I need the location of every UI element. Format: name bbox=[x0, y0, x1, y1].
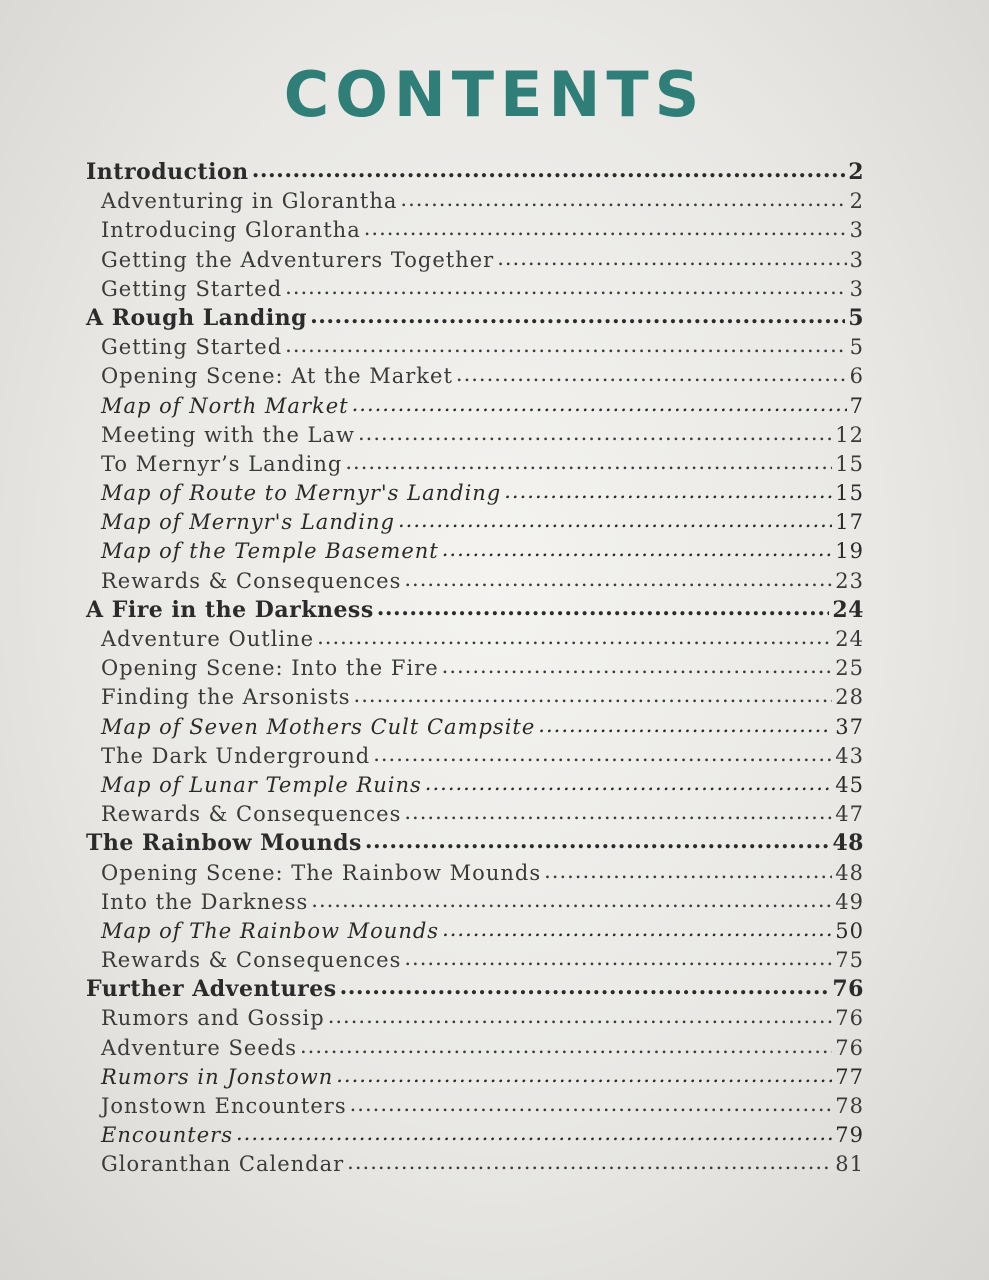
toc-entry-label: Map of North Market bbox=[101, 393, 349, 418]
toc-entry-page: 12 bbox=[835, 422, 864, 447]
toc-entry-section[interactable] bbox=[86, 1150, 864, 1179]
dot-leader bbox=[425, 769, 832, 798]
dot-leader bbox=[340, 973, 830, 1002]
toc-entry-label: Rewards & Consequences bbox=[101, 802, 402, 827]
page-title: CONTENTS bbox=[283, 58, 706, 131]
toc-entry-chapter[interactable] bbox=[86, 158, 864, 187]
dot-leader bbox=[404, 944, 832, 973]
toc-entry-chapter[interactable] bbox=[86, 596, 864, 625]
toc-entry-section[interactable] bbox=[86, 216, 864, 245]
toc-entry-section[interactable] bbox=[86, 1004, 864, 1033]
toc-entry-section[interactable] bbox=[86, 800, 864, 829]
toc-entry-label: Map of Route to Mernyr's Landing bbox=[101, 481, 502, 506]
toc-entry-page: 25 bbox=[835, 656, 864, 681]
dot-leader bbox=[311, 886, 832, 915]
toc-entry-page: 17 bbox=[835, 510, 864, 535]
toc-entry-section[interactable] bbox=[86, 654, 864, 683]
toc-entry-page: 7 bbox=[849, 393, 864, 418]
dot-leader bbox=[345, 448, 832, 477]
toc-entry-page: 48 bbox=[835, 860, 864, 885]
toc-entry-chapter[interactable] bbox=[86, 304, 864, 333]
toc-entry-page: 3 bbox=[849, 247, 864, 272]
toc-entry-label: Into the Darkness bbox=[101, 889, 309, 914]
toc-entry-section[interactable] bbox=[86, 946, 864, 975]
toc-entry-map[interactable] bbox=[86, 713, 864, 742]
dot-leader bbox=[400, 185, 846, 214]
toc-entry-label: Adventure Outline bbox=[101, 627, 315, 651]
toc-entry-label: The Rainbow Mounds bbox=[86, 830, 362, 857]
toc-entry-label: Opening Scene: Into the Fire bbox=[101, 656, 439, 681]
toc-entry-label: Rumors in Jonstown bbox=[101, 1064, 334, 1089]
toc-entry-page: 77 bbox=[835, 1064, 864, 1089]
dot-leader bbox=[352, 390, 847, 419]
toc-entry-chapter[interactable] bbox=[86, 829, 864, 858]
toc-entry-map[interactable] bbox=[86, 917, 864, 946]
toc-entry-page: 75 bbox=[835, 948, 864, 973]
dot-leader bbox=[358, 419, 832, 448]
toc-entry-map[interactable] bbox=[86, 771, 864, 800]
toc-entry-page: 47 bbox=[835, 802, 864, 827]
toc-entry-label: Rewards & Consequences bbox=[101, 568, 402, 593]
dot-leader bbox=[350, 1090, 833, 1119]
toc-entry-page: 28 bbox=[835, 685, 864, 710]
dot-leader bbox=[404, 565, 832, 594]
toc-entry-page: 15 bbox=[835, 451, 864, 476]
toc-entry-label: Meeting with the Law bbox=[101, 422, 355, 447]
toc-entry-page: 76 bbox=[832, 976, 864, 1003]
toc-entry-page: 49 bbox=[835, 889, 864, 914]
toc-entry-page: 2 bbox=[848, 159, 864, 185]
toc-entry-label: Further Adventures bbox=[86, 976, 337, 1003]
dot-leader bbox=[442, 652, 833, 681]
dot-leader bbox=[347, 1148, 832, 1177]
toc-entry-page: 24 bbox=[832, 596, 864, 623]
toc-entry-section[interactable] bbox=[86, 275, 864, 304]
dot-leader bbox=[377, 594, 830, 623]
toc-entry-page: 76 bbox=[835, 1035, 864, 1060]
toc-entry-page: 37 bbox=[835, 714, 864, 739]
toc-entry-map[interactable] bbox=[86, 392, 864, 421]
toc-entry-page: 6 bbox=[849, 364, 864, 389]
toc-entry-label: Gloranthan Calendar bbox=[101, 1152, 345, 1177]
dot-leader bbox=[442, 535, 833, 564]
toc-entry-label: Rumors and Gossip bbox=[101, 1006, 325, 1031]
toc-entry-label: Map of Seven Mothers Cult Campsite bbox=[101, 714, 536, 739]
toc-entry-page: 2 bbox=[849, 189, 864, 214]
toc-entry-page: 50 bbox=[835, 918, 864, 943]
toc-entry-page: 15 bbox=[835, 481, 864, 506]
toc-entry-section[interactable] bbox=[86, 888, 864, 917]
toc-entry-section[interactable] bbox=[86, 1034, 864, 1063]
toc-entry-label: Encounters bbox=[101, 1123, 233, 1148]
toc-entry-section[interactable] bbox=[86, 246, 864, 275]
toc-entry-page: 76 bbox=[835, 1006, 864, 1031]
toc-entry-label: To Mernyr’s Landing bbox=[101, 451, 343, 476]
toc-entry-map[interactable] bbox=[86, 1063, 864, 1092]
toc-entry-label: Opening Scene: At the Market bbox=[101, 364, 453, 389]
dot-leader bbox=[365, 827, 830, 856]
toc-entry-chapter[interactable] bbox=[86, 975, 864, 1004]
toc-entry-map[interactable] bbox=[86, 1121, 864, 1150]
toc-entry-page: 24 bbox=[835, 627, 864, 651]
toc-entry-label: Map of The Rainbow Mounds bbox=[101, 918, 440, 943]
toc-entry-label: Getting Started bbox=[101, 335, 283, 360]
toc-entry-section[interactable] bbox=[86, 683, 864, 712]
toc-entry-label: Jonstown Encounters bbox=[101, 1094, 347, 1118]
dot-leader bbox=[236, 1119, 832, 1148]
dot-leader bbox=[364, 214, 847, 243]
toc-entry-map[interactable] bbox=[86, 479, 864, 508]
toc-entry-section[interactable] bbox=[86, 625, 864, 654]
dot-leader bbox=[252, 156, 846, 185]
dot-leader bbox=[310, 302, 845, 331]
dot-leader bbox=[300, 1032, 832, 1061]
toc-entry-section[interactable] bbox=[86, 567, 864, 596]
toc-entry-label: A Rough Landing bbox=[86, 304, 308, 331]
toc-entry-label: Getting Started bbox=[101, 276, 283, 301]
toc-entry-label: Introducing Glorantha bbox=[101, 218, 361, 243]
toc-entry-page: 3 bbox=[849, 218, 864, 243]
toc-entry-page: 48 bbox=[832, 830, 864, 857]
toc-entry-label: Map of Lunar Temple Ruins bbox=[101, 772, 422, 797]
toc-entry-page: 43 bbox=[835, 743, 864, 768]
dot-leader bbox=[285, 273, 846, 302]
toc-entry-label: Getting the Adventurers Together bbox=[101, 247, 495, 272]
toc-entry-page: 79 bbox=[835, 1123, 864, 1148]
toc-entry-label: Adventuring in Glorantha bbox=[101, 189, 398, 214]
dot-leader bbox=[404, 798, 832, 827]
toc-entry-page: 19 bbox=[835, 539, 864, 564]
toc-entry-page: 3 bbox=[849, 276, 864, 301]
dot-leader bbox=[328, 1002, 833, 1031]
toc-entry-label: Opening Scene: The Rainbow Mounds bbox=[101, 860, 542, 885]
toc-entry-page: 81 bbox=[835, 1152, 864, 1177]
toc-entry-section[interactable] bbox=[86, 859, 864, 888]
toc-entry-label: The Dark Underground bbox=[101, 743, 371, 768]
dot-leader bbox=[285, 331, 846, 360]
toc-entry-label: Map of Mernyr's Landing bbox=[101, 510, 395, 535]
dot-leader bbox=[373, 740, 832, 769]
dot-leader bbox=[317, 623, 832, 652]
toc-entry-section[interactable] bbox=[86, 742, 864, 771]
dot-leader bbox=[398, 506, 832, 535]
toc-entry-page: 5 bbox=[848, 304, 864, 331]
toc-entry-page: 5 bbox=[849, 335, 864, 360]
toc-entry-label: Finding the Arsonists bbox=[101, 685, 351, 710]
dot-leader bbox=[456, 360, 847, 389]
toc-entry-section[interactable] bbox=[86, 333, 864, 362]
dot-leader bbox=[442, 915, 832, 944]
toc-entry-page: 78 bbox=[835, 1094, 864, 1118]
dot-leader bbox=[544, 857, 832, 886]
toc-entry-label: A Fire in the Darkness bbox=[86, 596, 374, 623]
toc-entry-section[interactable] bbox=[86, 1092, 864, 1121]
toc-entry-label: Rewards & Consequences bbox=[101, 948, 402, 973]
toc-entry-section[interactable] bbox=[86, 450, 864, 479]
toc-entry-label: Adventure Seeds bbox=[101, 1035, 297, 1060]
toc-entry-section[interactable] bbox=[86, 187, 864, 216]
dot-leader bbox=[336, 1061, 832, 1090]
dot-leader bbox=[354, 681, 833, 710]
dot-leader bbox=[538, 711, 832, 740]
toc-entry-map[interactable] bbox=[86, 537, 864, 566]
dot-leader bbox=[497, 244, 846, 273]
toc-entry-map[interactable] bbox=[86, 508, 864, 537]
toc-entry-page: 45 bbox=[835, 772, 864, 797]
toc-entry-section[interactable] bbox=[86, 421, 864, 450]
toc-entry-section[interactable] bbox=[86, 362, 864, 391]
toc-entry-page: 23 bbox=[835, 568, 864, 593]
toc-entry-label: Introduction bbox=[86, 159, 249, 185]
dot-leader bbox=[504, 477, 832, 506]
toc-entry-label: Map of the Temple Basement bbox=[101, 539, 439, 564]
table-of-contents bbox=[86, 158, 864, 1180]
